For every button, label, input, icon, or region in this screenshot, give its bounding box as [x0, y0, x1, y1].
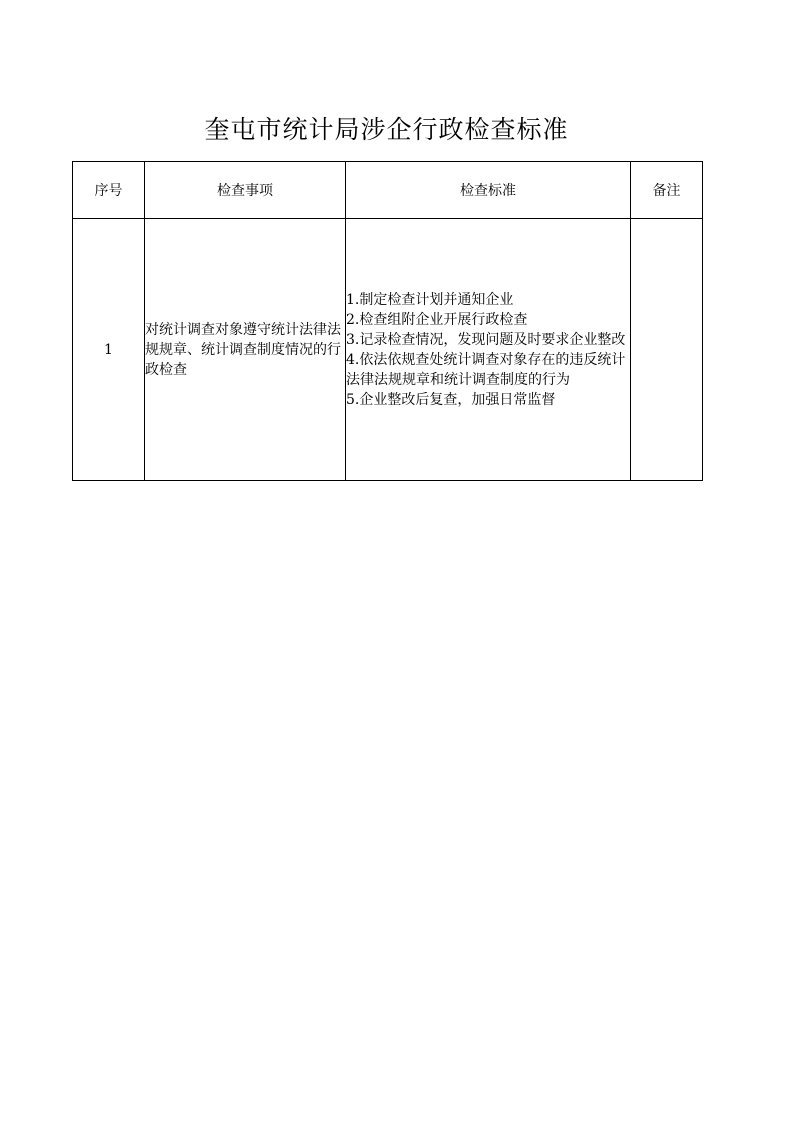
standard-step-5: 5.企业整改后复查，加强日常监督 [346, 391, 556, 408]
standard-step-1: 1.制定检查计划并通知企业 [346, 291, 514, 308]
document-title: 奎屯市统计局涉企行政检查标准 [204, 115, 569, 144]
cell-remarks [631, 219, 703, 481]
header-serial-number: 序号 [73, 162, 145, 219]
cell-inspection-standard [346, 219, 631, 481]
header-remarks: 备注 [631, 162, 703, 219]
cell-serial-number: 1 [73, 219, 145, 481]
cell-inspection-item: 对统计调查对象遵守统计法律法规规章、统计调查制度情况的行政检查 [145, 219, 346, 481]
inspection-standards-table [72, 161, 703, 481]
table-row [73, 219, 703, 481]
standard-step-4: 4.依法依规查处统计调查对象存在的违反统计法律法规规章和统计调查制度的行为 [346, 351, 626, 388]
header-inspection-standard: 检查标准 [346, 162, 631, 219]
standard-step-2: 2.检查组附企业开展行政检查 [346, 311, 528, 328]
table-header-row [73, 162, 703, 219]
standard-step-3: 3.记录检查情况，发现问题及时要求企业整改 [346, 331, 626, 348]
header-inspection-item: 检查事项 [145, 162, 346, 219]
